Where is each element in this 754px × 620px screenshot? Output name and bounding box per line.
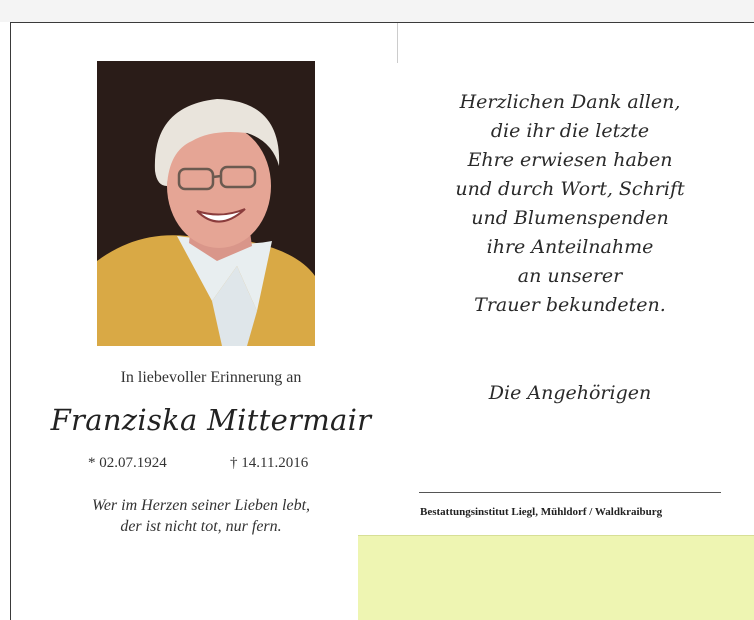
deceased-name: Franziska Mittermair	[50, 403, 372, 437]
thanks-line: und durch Wort, Schrift	[455, 178, 685, 200]
thanks-line: Ehre erwiesen haben	[467, 149, 673, 171]
memorial-quote	[51, 495, 351, 537]
scan-background	[0, 0, 754, 22]
divider-line	[419, 492, 721, 493]
thanks-line: Trauer bekundeten.	[474, 294, 666, 316]
thanks-line: ihre Anteilnahme	[486, 236, 654, 258]
portrait-photo	[97, 61, 315, 346]
death-date: † 14.11.2016	[230, 455, 309, 471]
card-fold-line	[397, 23, 398, 63]
thanks-text	[420, 88, 720, 320]
funeral-home: Bestattungsinstitut Liegl, Mühldorf / Waldkraiburg	[420, 506, 663, 518]
thanks-line: Herzlichen Dank allen,	[459, 91, 681, 113]
birth-date: * 02.07.1924	[88, 455, 167, 471]
sticky-note	[358, 535, 754, 620]
quote-line: Wer im Herzen seiner Lieben lebt,	[91, 497, 311, 514]
thanks-line: und Blumenspenden	[471, 207, 669, 229]
family-signature: Die Angehörigen	[488, 382, 652, 404]
quote-line: der ist nicht tot, nur fern.	[120, 518, 282, 535]
thanks-line: die ihr die letzte	[490, 120, 650, 142]
memory-line: In liebevoller Erinnerung an	[120, 369, 302, 386]
thanks-line: an unserer	[517, 265, 623, 287]
